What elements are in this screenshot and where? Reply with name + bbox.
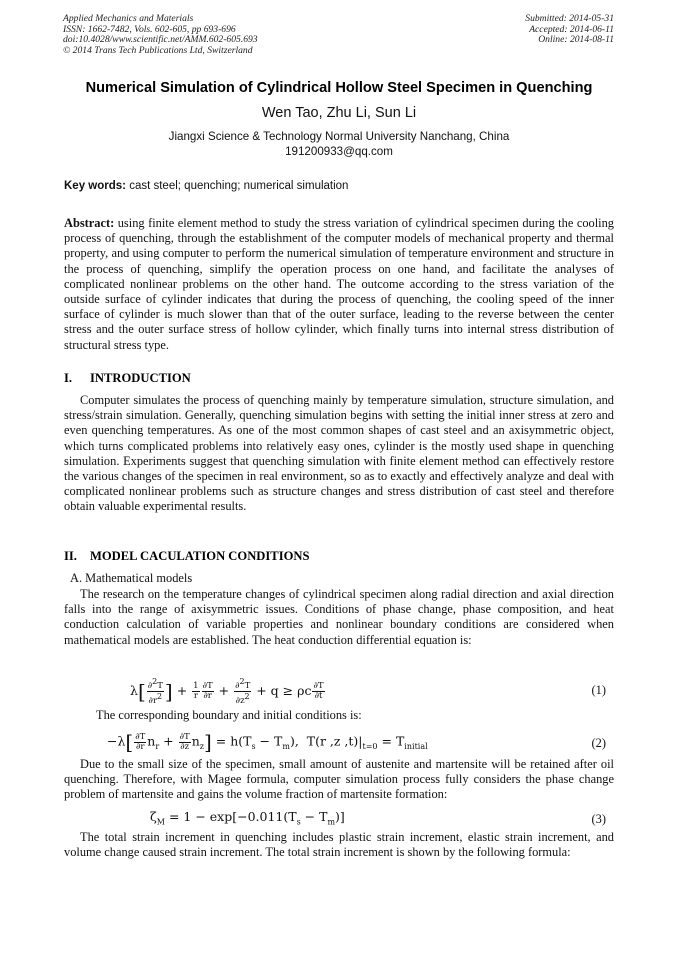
model-paragraph: The research on the temperature changes of cylindrical specimen along radial direction and axial direction falls into the range of axisymmetric issues. Conditions of phase change, phase composition, and heat conduction calculation of variable properties and nonlinear boundary conditions are considered when mathematical models are established. The heat conduction differential equation is: <box>64 587 614 647</box>
journal-name: Applied Mechanics and Materials <box>63 13 194 24</box>
introduction-paragraph: Computer simulates the process of quenching mainly by temperature simulation, structure simulation, and stress/strain simulation. Generally, quenching simulation begins with setting the initial inner stress at zero and even quenching temperatures. As one of the most common shapes of cast steel and an axisymmetric object, which turns complicated problems into relatively easy ones, cylinder is the mostly used shape in quenching simulation. Experiments suggest that quenching simulation with finite element method can effectively restore the various changes of the specimen in real environment, so as to exactly and effectively analyze and deal with complicated nonlinear problems such as structure changes and stress distribution of cast steel and therefore obtain valuable experimental results. <box>64 393 614 514</box>
equation-3 <box>64 806 614 832</box>
section-title: MODEL CACULATION CONDITIONS <box>90 549 310 563</box>
author-email: 191200933@qq.com <box>285 144 393 158</box>
heat-conduction-equation: λ[ $\frac{\partial^2T}{\partial r^2}$ ] + $\frac{1}{r}$ $\frac{\partial T}{\partial r}$ + $\frac{\partial^2T}{\partial z^2}$ + q ≥ ρc $\frac{\partial T}{\partial t}$ <box>130 677 324 706</box>
martensite-fraction-equation: $\zeta_M = 1 - \exp[-0.011(T_s - T_m)]$ <box>150 809 345 827</box>
submitted-date: Submitted: 2014-05-31 <box>525 13 614 24</box>
strain-paragraph: The total strain increment in quenching includes plastic strain increment, elastic strain increment, and volume change caused strain increment. The total strain increment is shown by the following formula: <box>64 830 614 860</box>
keywords <box>64 180 614 192</box>
online-date: Online: 2014-08-11 <box>538 34 614 46</box>
abstract-text: using finite element method to study the stress variation of cylindrical specimen during the cooling process of quenching, through the establishment of the computer models of mechanical property and thermal property, and using computer to perform the numerical simulation of temperature environment and structure in the process of quenching, simplify the operation process on one hand, and facilitate the analyses of complicated nonlinear problems on the other hand. The outcome according to the stress variation of the outside surface of cylinder indicates that during the process of quenching, the cooling speed of the inner surface of cylinder is much slower than that of the outer surface, leading to the reverse between the center stress and the outer surface stress of hollow cylinder, which finally turns into internal stress distribution of structural stress type. <box>64 216 614 352</box>
section-heading-introduction <box>64 371 191 386</box>
section-number: I. <box>64 371 73 385</box>
journal-info <box>63 14 258 56</box>
copyright-line: © 2014 Trans Tech Publications Ltd, Switzerland <box>63 44 253 56</box>
affiliation-block <box>40 130 638 159</box>
issn-line: ISSN: 1662-7482, Vols. 602-605, pp 693-696 <box>63 23 236 35</box>
section-number: II. <box>64 549 77 563</box>
boundary-condition-equation: −λ[ $\frac{\partial T}{\partial r}$ $n_r$ + $\frac{\partial T}{\partial z}$ $n_z] = h(T_s - T_m)$, T(r ,z $,t)|_{t=0} = T_{initial}$ <box>107 730 428 754</box>
section-heading-model-conditions <box>64 549 310 564</box>
equation-2 <box>64 730 614 756</box>
keywords-text: cast steel; quenching; numerical simulation <box>129 180 349 192</box>
equation-number: (2) <box>591 736 606 750</box>
affiliation: Jiangxi Science & Technology Normal University Nanchang, China <box>168 130 510 143</box>
keywords-label: Key words: <box>64 180 126 192</box>
boundary-conditions-text: The corresponding boundary and initial conditions is: <box>96 708 362 722</box>
subsection-mathematical-models: A. Mathematical models <box>70 571 193 585</box>
paper-title: Numerical Simulation of Cylindrical Hollow Steel Specimen in Quenching <box>85 80 593 96</box>
equation-1 <box>64 677 614 706</box>
equation-number: (3) <box>591 812 606 826</box>
accepted-date: Accepted: 2014-06-11 <box>529 23 614 35</box>
abstract <box>64 216 614 353</box>
abstract-label: Abstract: <box>64 216 115 230</box>
magee-paragraph: Due to the small size of the specimen, small amount of austenite and martensite will be retained after oil quenching. Therefore, with Magee formula, computer simulation process fully considers the phase change problem of martensite and gains the volume fraction of martensite formation: <box>64 757 614 802</box>
submission-dates <box>525 14 614 46</box>
doi-line: doi:10.4028/www.scientific.net/AMM.602-605.693 <box>63 34 258 46</box>
equation-number: (1) <box>591 683 606 697</box>
paper-authors: Wen Tao, Zhu Li, Sun Li <box>261 105 417 121</box>
section-title: INTRODUCTION <box>90 371 191 385</box>
